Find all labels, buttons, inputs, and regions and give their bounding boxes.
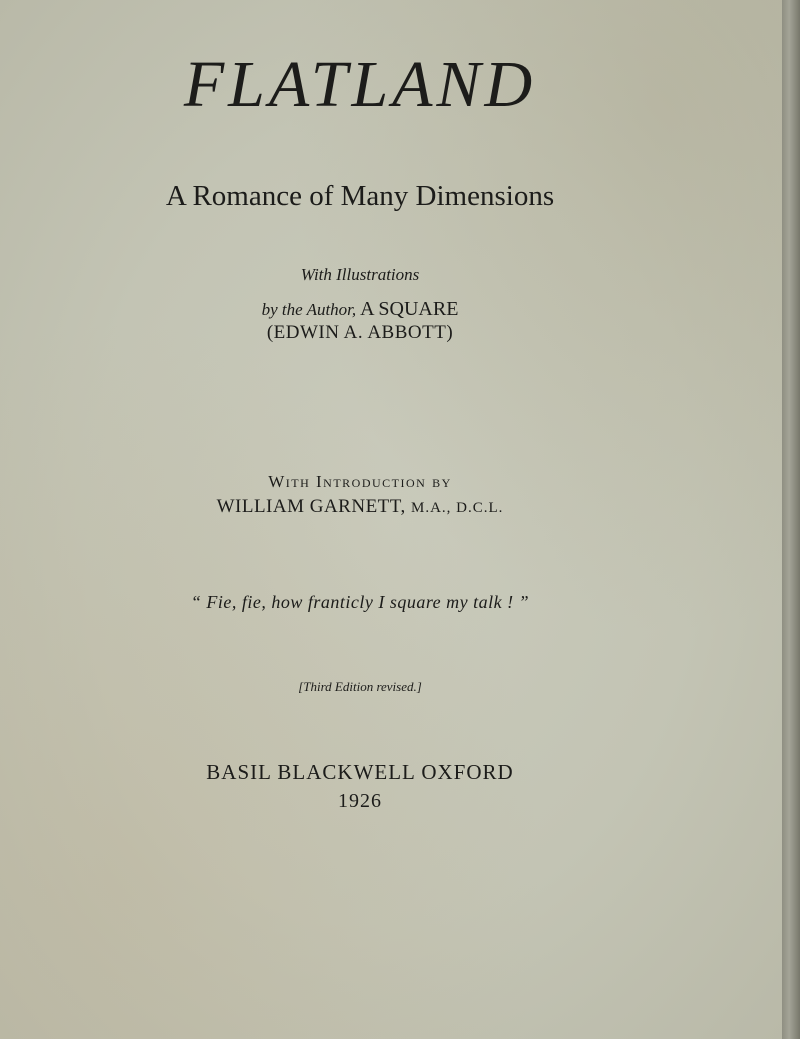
epigraph-quote: “ Fie, fie, how franticly I square my talk ! ”	[190, 592, 530, 612]
introduction-line: With Introduction by	[268, 472, 452, 491]
publication-year: 1926	[338, 790, 382, 812]
introducer-name: WILLIAM GARNETT,	[216, 496, 406, 517]
illustrations-line: With Illustrations	[300, 265, 420, 284]
introducer	[0, 494, 720, 521]
publisher: BASIL BLACKWELL OXFORD	[206, 760, 514, 784]
introducer-degrees: M.A., D.C.L.	[411, 500, 504, 516]
book-title: FLATLAND	[183, 48, 537, 121]
book-subtitle: A Romance of Many Dimensions	[165, 180, 555, 212]
pen-name: A SQUARE	[360, 298, 459, 320]
by-the-author-label: by the Author,	[261, 300, 357, 319]
byline	[0, 296, 720, 323]
real-author-name: (EDWIN A. ABBOTT)	[266, 322, 454, 343]
page-gutter	[782, 0, 800, 1039]
edition-note: [Third Edition revised.]	[298, 679, 422, 694]
